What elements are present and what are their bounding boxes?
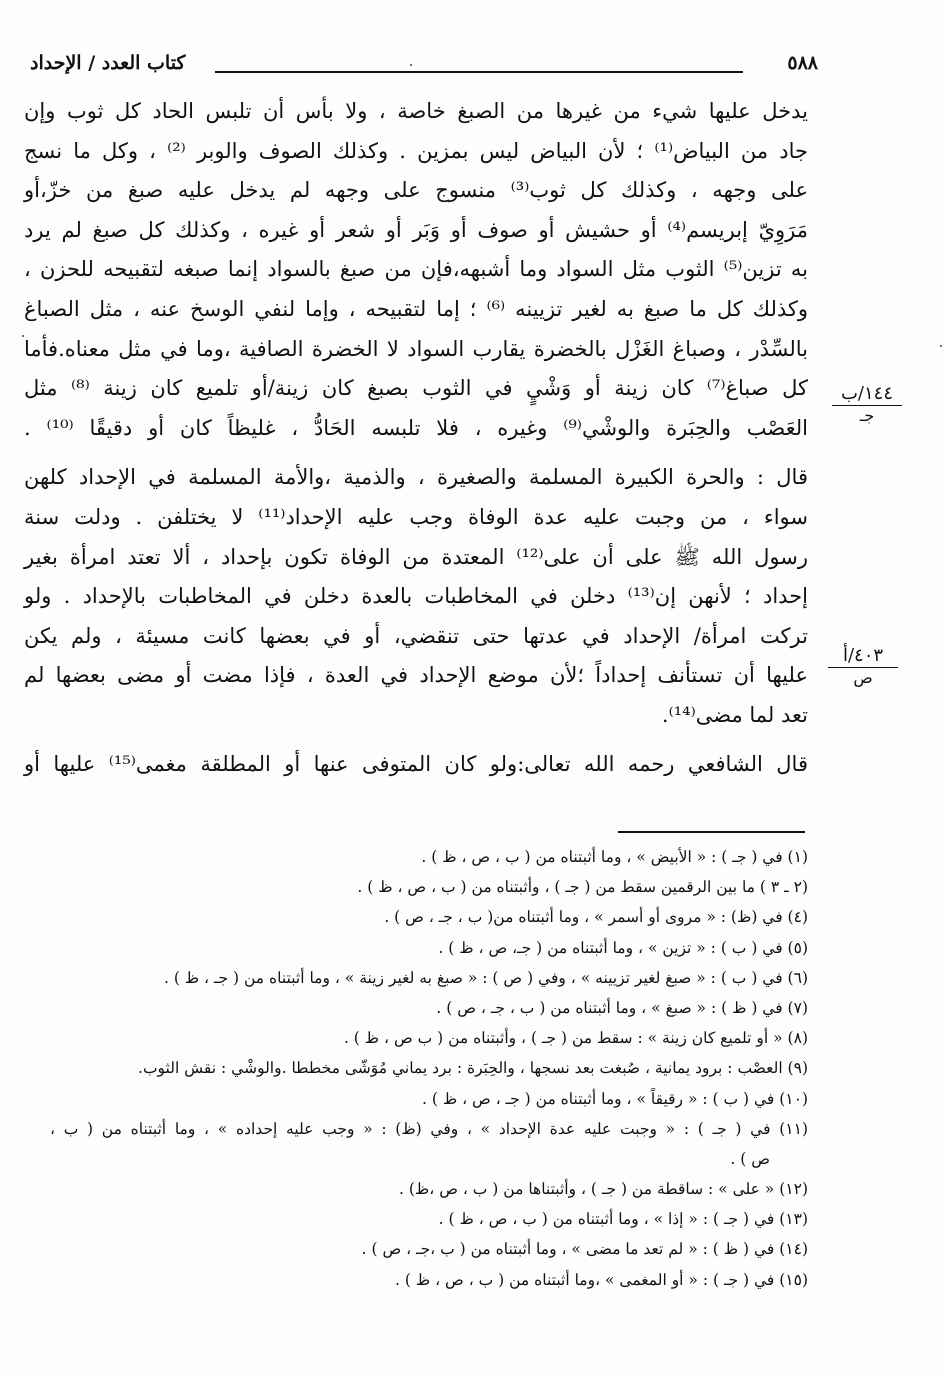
- text-line: تركت امرأة/ الإحداد في عدتها حتى تنقضي، أو في بعضها كانت مسيئة ، ولم يكن: [24, 623, 808, 648]
- footnotes: [50, 842, 808, 1295]
- margin-note-1: [832, 383, 902, 426]
- page-number: ٥٨٨: [787, 52, 818, 74]
- footnote: (٩) العصْب : برود يمانية ، صُبغت بعد نسجها ، والحِبَرة : برد يماني مُوَشّى مخططا .والوشْي : نقش الثوب.: [138, 1059, 808, 1078]
- text-line: رسول الله ﷺ على أن على⁽¹²⁾ المعتدة من الوفاة تكون بإحداد ، ألا تعتد امرأة بغير: [24, 544, 809, 569]
- margin-note-number: ٤٠٣/أ: [828, 645, 898, 668]
- footnote: (١٤) في ( ظ ) : « لم تعد ما مضى » ، وما أثبتناه من ( ب ،جـ ، ص ) .: [361, 1240, 808, 1259]
- scan-speck: [410, 64, 412, 66]
- margin-note-siglum: ص: [853, 668, 873, 687]
- footnote: (١٥) في ( جـ ) : « أو المغمى » ،وما أثبتناه من ( ب ، ص ، ظ ) .: [395, 1270, 808, 1289]
- text-line: كل صباغ⁽⁷⁾ كان زينة أو وَشْيٍ في الثوب بصبغ كان زينة/أو تلميع كان زينة ⁽⁸⁾ مثل: [24, 376, 808, 401]
- footnote: (١٢) « على » : ساقطة من ( جـ ) ، وأثبتناها من ( ب ، ص ،ظ) .: [399, 1180, 808, 1199]
- text-line: مَرَوِيّ إبريسم⁽⁴⁾ أو حشيش أو صوف أو وَبَر أو شعر أو غيره ، وكذلك كل صبغ لم يرد: [24, 217, 808, 242]
- text-line: قال الشافعي رحمه الله تعالى:ولو كان المتوفى عنها أو المطلقة مغمى⁽¹⁵⁾ عليها أو: [24, 751, 808, 776]
- footnote-continuation: ص ) .: [730, 1149, 770, 1168]
- text-line: عليها أن تستأنف إحداداً ؛لأن موضع الإحداد في العدة ، فإذا مضت أو مضى بعضها لم: [24, 663, 808, 688]
- paragraph-2: [24, 458, 808, 735]
- footnote: (٥) في ( ب ) : « تزين » ، وما أثبتناه من ( جـ، ص ، ظ ) .: [438, 938, 808, 957]
- text-line: جاد من البياض⁽¹⁾ ؛ لأن البياض ليس بمزين . وكذلك الصوف والوبر ⁽²⁾ ، وكل ما نسج: [24, 138, 808, 163]
- text-line: وكذلك كل ما صبغ به لغير تزيينه ⁽⁶⁾ ؛ إما لتقبيحه ، وإما لنفي الوسخ عنه ، مثل الصباغ: [24, 296, 809, 321]
- margin-note-2: [828, 645, 898, 688]
- footnote: (٢ ـ ٣ ) ما بين الرقمين سقط من ( جـ ) ، وأثبتناه من ( ب ، ص ، ظ ) .: [357, 878, 808, 897]
- text-line: سواء ، من وجبت عليه عدة الوفاة وجب عليه الإحداد⁽¹¹⁾ لا يختلفن . ودلت سنة: [24, 504, 808, 529]
- footnote: (٦) في ( ب ) : « صبغ لغير تزيينه » ، وفي ( ص ) : « صبغ به لغير زينة » ، وما أثبتناه من ( جـ ، ظ ) .: [163, 968, 808, 987]
- scan-speck: [940, 345, 942, 347]
- margin-note-number: ١٤٤/ب: [832, 383, 902, 406]
- text-line: يدخل عليها شيء من غيرها من الصبغ خاصة ، ولا بأس أن تلبس الحاد كل ثوب وإن: [24, 99, 808, 123]
- text-line: العَصْب والحِبَرة والوشْي⁽⁹⁾ وغيره ، فلا تلبسه الحَادُّ ، غليظاً كان أو دقيقًا ⁽¹⁰⁾ .: [24, 415, 808, 440]
- text-line: قال : والحرة الكبيرة المسلمة والصغيرة ، والذمية ،والأمة المسلمة في الإحداد كلهن: [24, 465, 808, 490]
- main-text: [24, 92, 808, 784]
- text-line: إحداد ؛ لأنهن إن⁽¹³⁾ دخلن في المخاطبات بالعدة دخلن في المخاطبات بالإحداد . ولو: [24, 584, 808, 609]
- margin-note-siglum: جـ: [859, 406, 875, 425]
- footnote: (٤) في (ظ) : « مروى أو أسمر » ، وما أثبتناه من( ب ، جـ ، ص ) .: [384, 908, 808, 927]
- footnote: (١١) في ( جـ ) : « وجبت عليه عدة الإحداد » ، وفي (ظ) : « وجب عليه إحداده » ، وما أثبتناه من ( ب ،: [50, 1119, 808, 1138]
- footnote-rule: [618, 831, 805, 833]
- text-line: على وجهه ، وكذلك كل ثوب⁽³⁾ منسوج على وجهه لم يدخل عليه صبغ من خزّ،أو: [24, 178, 808, 203]
- text-line: به تزين⁽⁵⁾ الثوب مثل السواد وما أشبهه،فإن من صبغ بالسواد إنما صبغه لتقبيحه للحزن ،: [24, 257, 808, 282]
- footnote: (١٠) في ( ب ) : « رقيقاً » ، وما أثبتناه من ( جـ ، ص ، ظ ) .: [422, 1089, 808, 1108]
- footnote: (١) في ( جـ ) : « الأبيض » ، وما أثبتناه من ( ب ، ص ، ظ ) .: [421, 848, 808, 866]
- paragraph-1: [24, 92, 808, 448]
- footnote: (٨) « أو تلميع كان زينة » : سقط من ( جـ ) ، وأثبتناه من ( ب ص ، ظ ) .: [343, 1029, 808, 1048]
- paragraph-3: [24, 745, 808, 785]
- book-title: كتاب العدد / الإحداد: [30, 52, 186, 74]
- scan-speck: [22, 335, 24, 337]
- text-line: تعد لما مضى⁽¹⁴⁾.: [661, 702, 808, 727]
- text-line: بالسِّدْر ، وصباغ الغَزْل بالخضرة يقارب السواد لا الخضرة الصافية ،وما في مثل معناه.فأما: [24, 336, 808, 361]
- footnote: (١٣) في ( جـ ) : « إذا » ، وما أثبتناه من ( ب ، ص ، ظ ) .: [438, 1210, 808, 1229]
- footnote: (٧) في ( ظ ) : « صبغ » ، وما أثبتناه من ( ب ، جـ ، ص ) .: [436, 998, 808, 1017]
- header-rule: [215, 71, 743, 73]
